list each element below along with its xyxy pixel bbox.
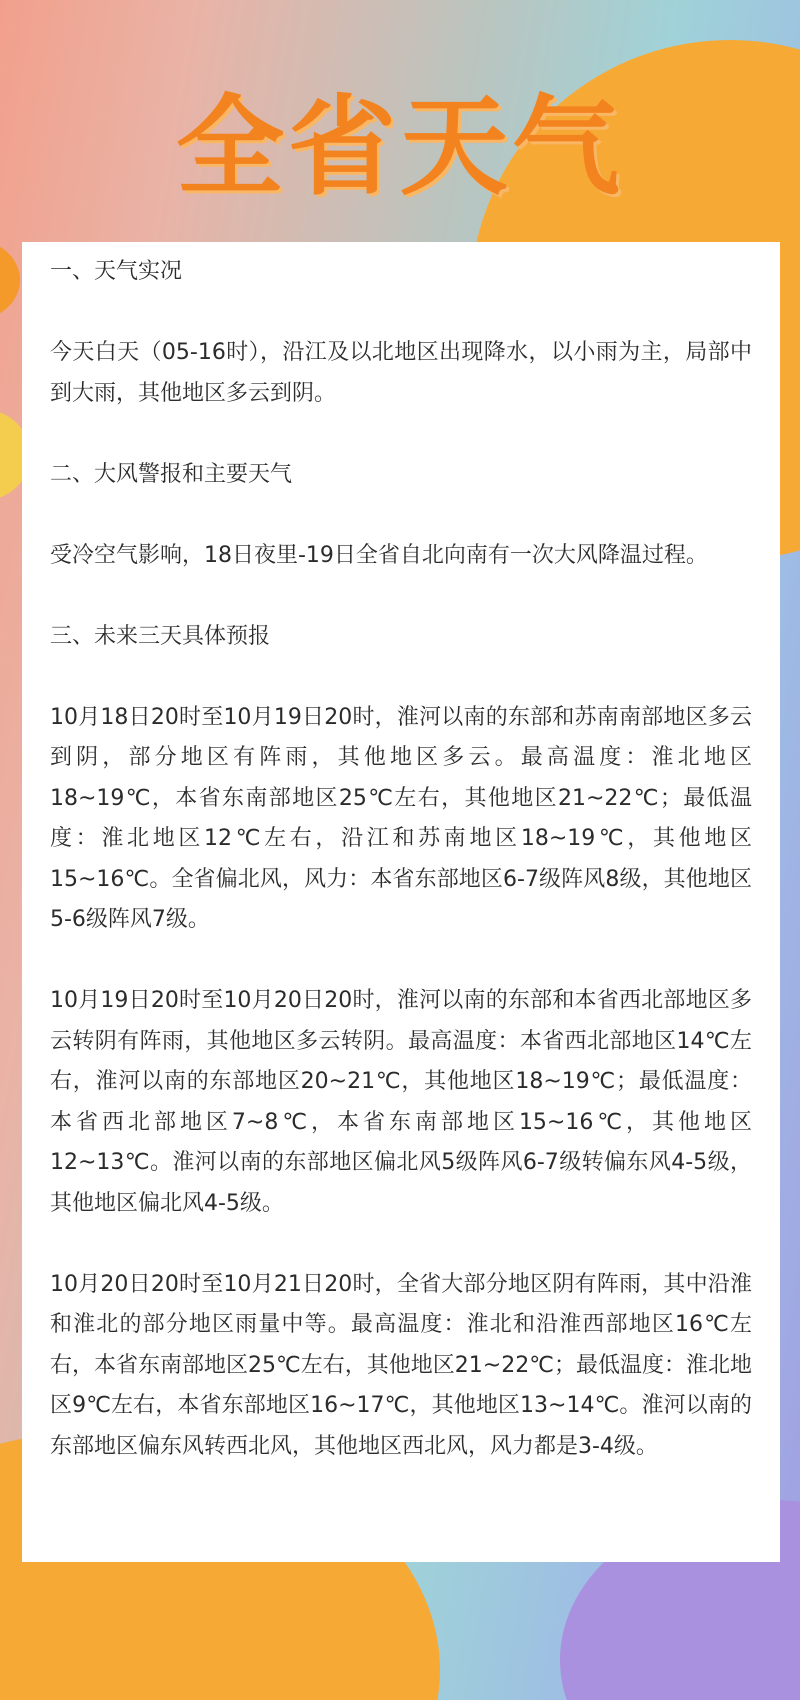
section-body: 今天白天（05-16时），沿江及以北地区出现降水，以小雨为主，局部中到大雨，其他地区多云到阴。 (50, 340, 752, 406)
section-heading: 二、大风警报和主要天气 (50, 461, 293, 487)
forecast-paragraph: 10月19日20时至10月20日20时，淮河以南的东部和本省西北部地区多云转阴有阵雨，其他地区多云转阴。最高温度：本省西北部地区14℃左右，淮河以南的东部地区20~21℃，其他地区18~19℃；最低温度：本省西北部地区7~8℃，本省东南部地区15~16℃，其他地区12~13℃。淮河以南的东部地区偏北风5级阵风6-7级转偏东风4-5级，其他地区偏北风4-5级。 (50, 988, 752, 1216)
section-body: 受冷空气影响，18日夜里-19日全省自北向南有一次大风降温过程。 (50, 542, 708, 568)
section-heading: 三、未来三天具体预报 (50, 623, 271, 649)
content-card (22, 242, 780, 1562)
forecast-paragraph: 10月18日20时至10月19日20时，淮河以南的东部和苏南南部地区多云到阴，部分地区有阵雨，其他地区多云。最高温度：淮北地区18~19℃，本省东南部地区25℃左右，其他地区21~22℃；最低温度：淮北地区12℃左右，沿江和苏南地区18~19℃，其他地区15~16℃。全省偏北风，风力：本省东部地区6-7级阵风8级，其他地区5-6级阵风7级。 (50, 704, 752, 932)
spacer (50, 576, 752, 617)
spacer (50, 941, 752, 982)
spacer (50, 657, 752, 698)
spacer (50, 495, 752, 536)
spacer (50, 1224, 752, 1265)
forecast-paragraph: 10月20日20时至10月21日20时，全省大部分地区阴有阵雨，其中沿淮和淮北的部分地区雨量中等。最高温度：淮北和沿淮西部地区16℃左右，本省东南部地区25℃左右，其他地区21~22℃；最低温度：淮北地区9℃左右，本省东部地区16~17℃，其他地区13~14℃。淮河以南的东部地区偏东风转西北风，其他地区西北风，风力都是3-4级。 (50, 1271, 752, 1459)
spacer (50, 414, 752, 455)
spacer (50, 293, 752, 334)
page-title: 全省天气 (175, 85, 624, 210)
section-heading: 一、天气实况 (50, 259, 183, 284)
decorative-orange-circle (0, 240, 20, 320)
